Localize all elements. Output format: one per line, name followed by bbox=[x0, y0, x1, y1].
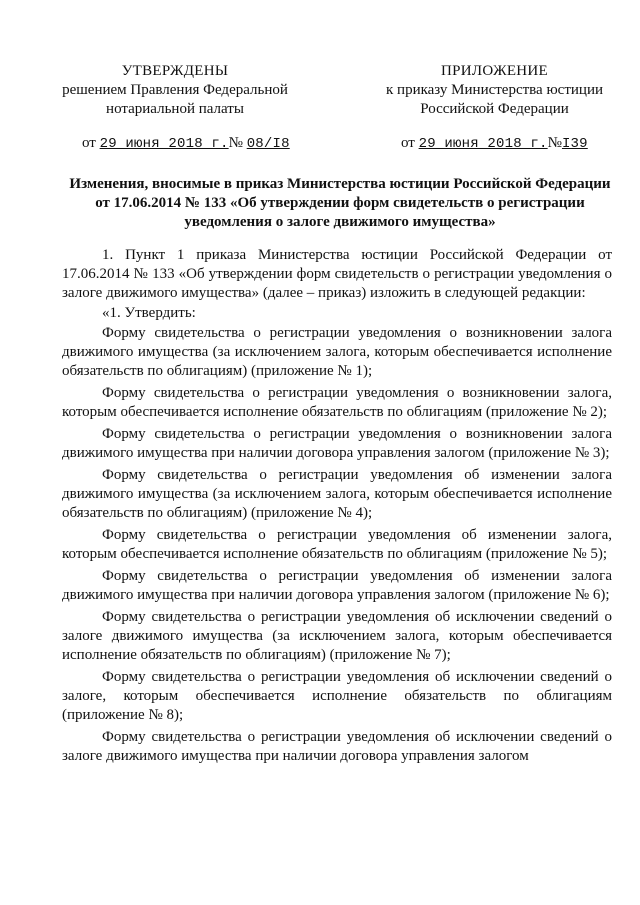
appendix-date-value: 29 июня 2018 г. bbox=[418, 136, 548, 152]
paragraph-4: Форму свидетельства о регистрации уведомления о возникновении залога, которым обеспечивается исполнение обязательств по облигациям (приложение № 2); bbox=[62, 385, 612, 420]
approval-date-prefix: от bbox=[82, 135, 96, 151]
appendix-line-1: к приказу Министерства юстиции bbox=[386, 82, 603, 98]
paragraph-2: «1. Утвердить: bbox=[102, 305, 196, 321]
appendix-caption: ПРИЛОЖЕНИЕ bbox=[440, 63, 549, 79]
paragraph-6: Форму свидетельства о регистрации уведомления об изменении залога движимого имущества (за исключением залога, которым обеспечивается исполнение обязательств по облигациям) (приложение № 4); bbox=[62, 467, 612, 521]
appendix-date-prefix: от bbox=[401, 135, 415, 151]
title-line-3: уведомления о залоге движимого имущества» bbox=[184, 214, 496, 230]
appendix-line-2: Российской Федерации bbox=[420, 101, 569, 117]
document-title bbox=[60, 175, 620, 232]
appendix-number-value: I39 bbox=[561, 136, 588, 152]
paragraph-3: Форму свидетельства о регистрации уведомления о возникновении залога движимого имущества (за исключением залога, которым обеспечивается исполнение обязательств по облигациям) (приложение № 1); bbox=[62, 325, 612, 379]
approval-line-2: нотариальной палаты bbox=[106, 101, 244, 117]
title-line-1: Изменения, вносимые в приказ Министерства юстиции Российской Федерации bbox=[69, 176, 611, 192]
paragraph-7: Форму свидетельства о регистрации уведомления об изменении залога, которым обеспечивается исполнение обязательств по облигациям (приложение № 5); bbox=[62, 527, 612, 562]
appendix-number-sign: № bbox=[547, 135, 562, 151]
appendix-date-line bbox=[401, 134, 588, 154]
paragraph-8: Форму свидетельства о регистрации уведомления об изменении залога движимого имущества при наличии договора управления залогом (приложение № 6); bbox=[62, 568, 612, 603]
approval-line-1: решением Правления Федеральной bbox=[62, 82, 288, 98]
approval-date-line bbox=[82, 134, 290, 154]
approval-stamp-block bbox=[55, 62, 295, 119]
approval-number-value: 08/I8 bbox=[246, 136, 290, 152]
paragraph-10: Форму свидетельства о регистрации уведомления об исключении сведений о залоге, которым обеспечивается исполнение обязательств по облигациям (приложение № 8); bbox=[62, 669, 612, 723]
document-body bbox=[62, 246, 612, 766]
appendix-block bbox=[372, 62, 617, 119]
paragraph-9: Форму свидетельства о регистрации уведомления об исключении сведений о залоге движимого имущества (за исключением залога, которым обеспечивается исполнение обязательств по облигациям) (приложение № 7); bbox=[62, 609, 612, 663]
paragraph-1: 1. Пункт 1 приказа Министерства юстиции Российской Федерации от 17.06.2014 № 133 «Об утверждении форм свидетельств о регистрации уведомления о залоге движимого имущества» (далее – приказ) изложить в следующей редакции: bbox=[62, 247, 612, 301]
approval-number-sign: № bbox=[228, 135, 243, 151]
approval-date-value: 29 июня 2018 г. bbox=[99, 136, 229, 152]
title-line-2: от 17.06.2014 № 133 «Об утверждении форм свидетельств о регистрации bbox=[95, 195, 585, 211]
paragraph-11: Форму свидетельства о регистрации уведомления об исключении сведений о залоге движимого имущества при наличии договора управления залогом bbox=[62, 729, 612, 764]
approval-caption: УТВЕРЖДЕНЫ bbox=[121, 63, 229, 79]
paragraph-5: Форму свидетельства о регистрации уведомления о возникновении залога движимого имущества при наличии договора управления залогом (приложение № 3); bbox=[62, 426, 612, 461]
